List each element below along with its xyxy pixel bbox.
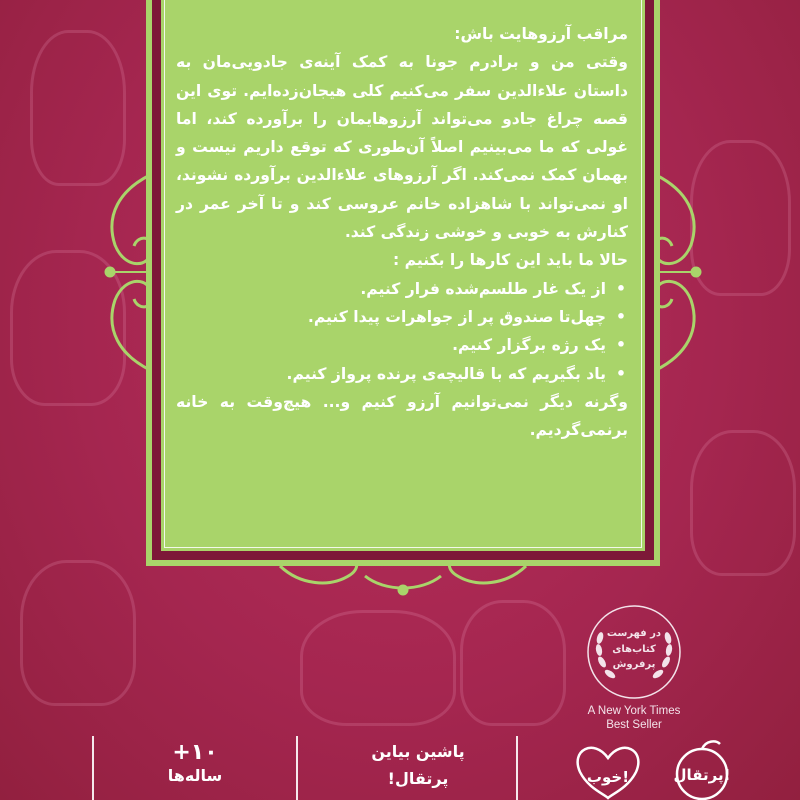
paragraph-1: وقتی من و برادرم جونا به کمک آینه‌ی جادویی‌مان به داستان علاءالدین سفر می‌کنیم کلی هیجان‌زده‌ایم. توی این قصه چراغ جادو می‌تواند آرزوهایمان را برآورده کند، اما غولی که ما می‌بینیم اصلاً آن‌طوری که توقع داریم نیست و بهمان کمک نمی‌کند. اگر آرزوهای علاءالدین برآورده نشوند، او نمی‌تواند با شاهزاده خانم عروسی کند و تا آخر عمر در کنارش به خوبی و خوشی زندگی کند. <box>176 53 628 242</box>
divider <box>516 736 518 800</box>
divider <box>92 736 94 800</box>
bestseller-seal <box>582 600 686 704</box>
bestseller-caption <box>560 704 708 732</box>
lead-line: حالا ما باید این کارها را بکنیم : <box>392 251 628 270</box>
portegal-logo <box>660 736 744 800</box>
khoob-logo <box>566 736 650 800</box>
slogan-line-2: پرتقال! <box>387 769 449 788</box>
age-label: ساله‌ها <box>167 766 223 785</box>
age-number: +۱۰ <box>172 740 218 765</box>
list-item: • چهل‌تا صندوق پر از جواهرات پیدا کنیم. <box>176 303 606 331</box>
leaf-icon <box>702 741 720 749</box>
age-rating <box>160 740 230 786</box>
publisher-slogan <box>348 738 488 792</box>
right-scroll-ornament <box>654 175 700 370</box>
caption-line-2: Best Seller <box>606 719 662 731</box>
portegal-logo-text: پرتقال! <box>673 766 731 784</box>
seal-line-2: کتاب‌های <box>612 644 656 655</box>
slogan-line-1: پاشین بیاین <box>371 742 465 761</box>
heading: مراقب آرزوهایت باش: <box>454 25 628 43</box>
list-item: • یک رژه برگزار کنیم. <box>176 331 606 359</box>
list-item: • یاد بگیریم که با قالیچه‌ی پرنده پرواز کنیم. <box>176 360 606 388</box>
khoob-logo-text: خوب! <box>586 768 630 786</box>
task-list <box>176 275 628 388</box>
closing-line: وگرنه دیگر نمی‌توانیم آرزو کنیم و... هیچ‌وقت به خانه برنمی‌گردیم. <box>176 392 628 440</box>
caption-line-1: A New York Times <box>587 705 681 717</box>
seal-line-1: در فهرست <box>606 628 662 639</box>
seal-line-3: پرفروش <box>612 659 656 670</box>
list-item: • از یک غار طلسم‌شده فرار کنیم. <box>176 275 606 303</box>
divider <box>296 736 298 800</box>
back-cover-text <box>176 20 628 444</box>
